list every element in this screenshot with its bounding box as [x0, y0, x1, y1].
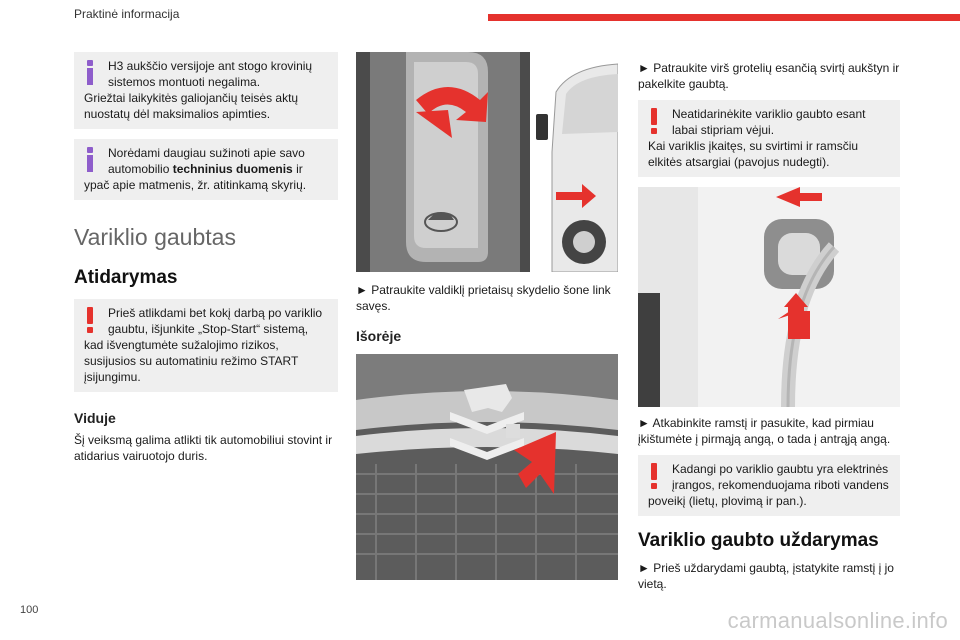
technical-data-link[interactable]: techninius duomenis	[172, 162, 293, 176]
column-left	[74, 52, 338, 472]
warning-note-wind	[638, 100, 900, 177]
info-note-technical-data	[74, 139, 338, 200]
note-line: Kadangi po variklio gaubtu yra elektrinės	[672, 462, 889, 476]
subsection-title-opening: Atidarymas	[74, 267, 178, 288]
step-pull-handle: ► Patraukite valdiklį prietaisų skydelio šone link savęs.	[356, 283, 611, 313]
warning-note-stop-start	[74, 299, 338, 392]
section-title: Variklio gaubtas	[74, 224, 236, 250]
note-line: sistemos montuoti negalima.	[108, 75, 261, 89]
info-icon	[83, 59, 97, 85]
warning-icon	[647, 462, 661, 488]
note-text: Kai variklis įkaitęs, su svirtimi ir ramsčiu elkitės atsargiai (pavojus nudegti).	[648, 139, 859, 169]
warning-icon	[83, 306, 97, 332]
note-text: kad išvengtumėte sužalojimo rizikos, susijusios su automatiniu režimo START įsijungimu.	[84, 338, 299, 384]
figure-bonnet-release-handle	[356, 52, 618, 272]
step-unhook-stay: ► Atkabinkite ramstį ir pasukite, kad pirmiau įkištumėte į pirmąją angą, o tada į antrąją angą.	[638, 416, 891, 446]
note-text: ypač apie matmenis, žr. atitinkamą skyrių.	[84, 178, 307, 192]
warning-icon	[647, 107, 661, 133]
warning-note-water	[638, 455, 900, 516]
column-middle	[356, 52, 618, 580]
note-text: ir	[292, 162, 303, 176]
info-icon	[83, 146, 97, 172]
note-line: labai stipriam vėjui.	[672, 123, 775, 137]
watermark: carmanualsonline.info	[727, 608, 948, 633]
figure-bonnet-stay	[638, 187, 900, 407]
subsection-title-closing: Variklio gaubto uždarymas	[638, 530, 879, 551]
note-line: Neatidarinėkite variklio gaubto esant	[672, 107, 866, 121]
note-text: poveikį (lietų, plovimą ir pan.).	[648, 494, 807, 508]
figure-grille-lever	[356, 354, 618, 580]
note-line	[84, 161, 328, 177]
header-accent-bar	[488, 14, 960, 21]
note-line: gaubtu, išjunkite „Stop-Start“ sistemą,	[108, 322, 309, 336]
running-header: Praktinė informacija	[74, 7, 180, 21]
step-raise-lever: ► Patraukite virš grotelių esančią svirtį aukštyn ir pakelkite gaubtą.	[638, 61, 900, 91]
inside-heading: Viduje	[74, 410, 116, 426]
note-text: Griežtai laikykitės galiojančių teisės aktų nuostatų dėl maksimalios apimties.	[84, 91, 299, 121]
outside-heading: Išorėje	[356, 328, 402, 344]
closing-text: ► Prieš uždarydami gaubtą, įstatykite ramstį į jo vietą.	[638, 561, 894, 591]
note-line: įrangos, rekomenduojama riboti vandens	[672, 478, 889, 492]
note-line: Prieš atlikdami bet kokį darbą po variklio	[108, 306, 323, 320]
page-number: 100	[20, 604, 39, 616]
note-text: automobilio	[108, 162, 173, 176]
column-right	[638, 52, 900, 600]
info-note-roof-rack	[74, 52, 338, 129]
note-line: Norėdami daugiau sužinoti apie savo	[108, 146, 305, 160]
inside-text: Šį veiksmą galima atlikti tik automobiliui stovint ir atidarius vairuotojo duris.	[74, 433, 333, 463]
note-line: H3 aukščio versijoje ant stogo krovinių	[108, 59, 313, 73]
